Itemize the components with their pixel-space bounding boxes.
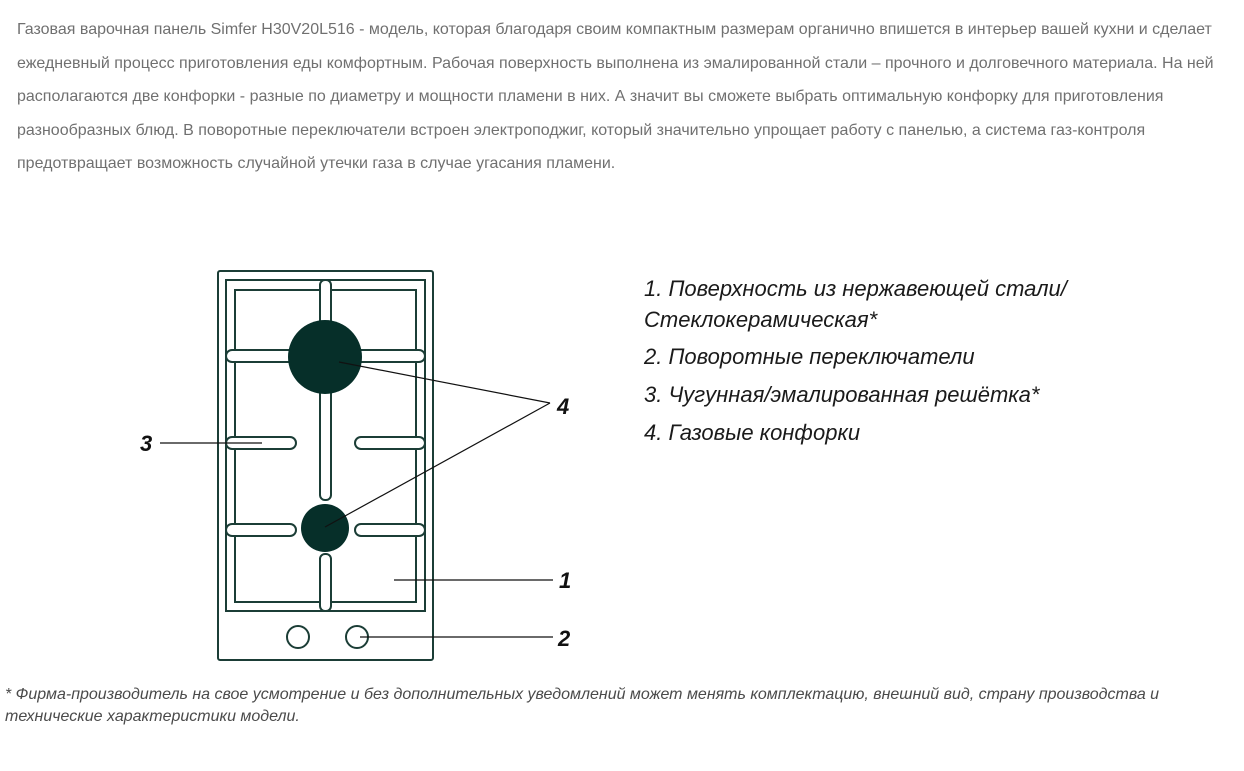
- grate-bar-bottom-vertical: [320, 554, 331, 611]
- callout-1: 1: [559, 568, 572, 593]
- grate-bar-lower-right: [355, 524, 425, 536]
- callout-2: 2: [558, 626, 571, 651]
- grate-bar-upper-right: [355, 350, 425, 362]
- leader-line-4b: [325, 403, 550, 527]
- footnote: * Фирма-производитель на свое усмотрение и без дополнительных уведомлений может менять комплектацию, внешний вид, страну производства и технические характеристики модели.: [5, 686, 1160, 725]
- grate-bar-lower-left: [226, 524, 296, 536]
- legend-item-1-line-1: 1. Поверхность из нержавеющей стали/: [644, 276, 1067, 301]
- grate-bar-middle-right: [355, 437, 425, 449]
- product-description: Газовая варочная панель Simfer H30V20L516 - модель, которая благодаря своим компактным размерам органично впишется в интерьер вашей кухни и сделает ежедневный процесс приготовления еды комфортным. Рабочая поверхность выполнена из эмалированной стали – прочного и долговечного материала. На ней располагаются две конфорки - разные по диаметру и мощности пламени в них. А значит вы сможете выбрать оптимальную конфорку для приготовления разнообразных блюд. В поворотные переключатели встроен электроподжиг, который значительно упрощает работу с панелью, а система газ-контроля предотвращает возможность случайной утечки газа в случае угасания пламени.: [17, 21, 1214, 172]
- callout-4: 4: [557, 394, 570, 419]
- callout-3: 3: [140, 431, 153, 456]
- small-burner: [301, 504, 349, 552]
- legend-item-4: 4. Газовые конфорки: [644, 420, 861, 445]
- grate-bar-center-vertical: [320, 388, 331, 500]
- legend-item-1-line-2: Стеклокерамическая*: [644, 307, 878, 332]
- control-knob-left: [287, 626, 309, 648]
- legend-item-2: 2. Поворотные переключатели: [644, 344, 975, 369]
- leader-line-4a: [339, 362, 550, 403]
- legend: [644, 273, 1067, 449]
- legend-item-3: 3. Чугунная/эмалированная решётка*: [644, 382, 1040, 407]
- large-burner: [288, 320, 362, 394]
- grate-bar-upper-left: [226, 350, 296, 362]
